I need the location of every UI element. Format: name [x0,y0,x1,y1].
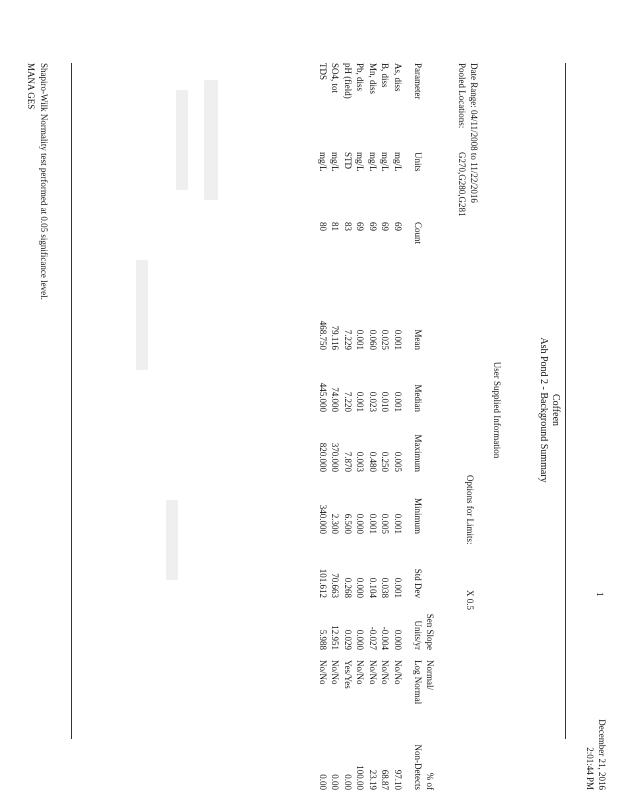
column-header-maximum: Maximum [413,434,423,472]
cell-units: mg/L [368,152,378,172]
cell-median: 445.000 [318,382,328,412]
cell-count: 83 [343,222,353,231]
cell-median: 0.023 [368,391,378,412]
cell-std_dev: 0.001 [393,577,403,598]
cell-median: 74.000 [330,387,341,412]
cell-sen_slope: -0.004 [380,626,391,650]
column-header-minimum: Minimum [413,497,423,534]
cell-mean: 468.750 [318,320,328,350]
cell-sen_slope: 0.000 [393,629,403,650]
cell-maximum: 7.870 [343,451,353,472]
footer-brand: MANA GES [26,63,36,110]
cell-sen_slope: 0.029 [343,629,353,650]
cell-count: 80 [318,222,328,231]
cell-units: mg/L [318,152,328,172]
cell-maximum: 820.000 [318,442,328,472]
cell-mean: 7.229 [343,329,353,350]
options-value: X 0.5 [465,590,475,610]
pooled-locations-label: Pooled Locations: [457,63,467,129]
cell-parameter: SO4, tot [330,63,341,94]
cell-minimum: 6.500 [343,513,353,534]
column-header-std_dev: Std Dev [413,568,423,598]
print-time: 2:01:44 PM [585,747,595,790]
cell-count: 69 [368,222,378,231]
cell-median: 0.001 [393,391,403,412]
column-header-normal: Log Normal [413,660,423,705]
cell-std_dev: 0.000 [355,577,366,598]
cell-mean: 0.001 [355,329,366,350]
column-header-units: Units [413,152,423,172]
cell-mean: 0.025 [380,329,391,350]
footer-note: Shapiro-Wilk Normality test performed at 0.05 significance level. [39,63,49,300]
bleed-through-mark [176,90,188,190]
cell-minimum: 0.005 [380,513,391,534]
cell-std_dev: 0.268 [343,577,353,598]
cell-sen_slope: -0.027 [368,626,378,650]
cell-minimum: 2.300 [330,513,341,534]
date-range: Date Range: 04/11/2008 to 11/22/2016 [469,63,479,203]
cell-maximum: 0.005 [393,451,403,472]
cell-std_dev: 70.663 [330,573,341,598]
title-summary: Ash Pond 2 - Background Summary [538,337,549,483]
column-header-mean: Mean [413,329,423,350]
cell-parameter: Pb, diss [355,63,366,92]
options-label: Options for Limits: [465,475,475,545]
cell-nondetects: 0.00 [318,774,328,790]
cell-std_dev: 0.104 [368,577,378,598]
cell-parameter: TDS [318,63,328,81]
cell-minimum: 340.000 [318,504,328,534]
cell-normal: No/No [330,660,341,685]
cell-maximum: 370.000 [330,442,341,472]
cell-mean: 0.001 [393,329,403,350]
cell-normal: No/No [380,660,391,685]
column-header-median: Median [413,384,423,412]
cell-nondetects: 68.87 [380,769,391,790]
cell-units: mg/L [330,152,341,172]
title-site: Coffeen [550,393,561,427]
cell-parameter: As, diss [393,63,403,92]
cell-nondetects: 23.19 [368,769,378,790]
cell-units: mg/L [380,152,391,172]
cell-sen_slope: 12.951 [330,625,341,650]
bleed-through-mark [166,500,178,580]
cell-std_dev: 101.612 [318,568,328,598]
cell-units: mg/L [393,152,403,172]
cell-count: 69 [393,222,403,231]
cell-normal: No/No [393,660,403,685]
cell-units: STD [343,152,353,170]
cell-maximum: 0.003 [355,451,366,472]
cell-minimum: 0.000 [355,513,366,534]
cell-count: 69 [355,222,366,231]
column-header-nondetects: % of [425,772,435,790]
cell-count: 69 [380,222,391,231]
cell-mean: 0.060 [368,329,378,350]
cell-sen_slope: 0.000 [355,629,366,650]
cell-units: mg/L [355,152,366,172]
column-header-nondetects: Non-Detects [413,744,423,790]
cell-parameter: Mn, diss [368,63,378,95]
cell-count: 81 [330,222,341,231]
cell-median: 0.010 [380,391,391,412]
cell-nondetects: 0.00 [330,774,341,790]
cell-parameter: pH (field) [343,63,353,99]
column-header-sen_slope_1: Sen Slope [425,613,435,650]
cell-nondetects: 97.10 [393,769,403,790]
cell-parameter: B, diss [380,63,391,88]
cell-nondetects: 100.00 [355,765,366,790]
cell-minimum: 0.001 [393,513,403,534]
page-number: 1 [595,592,605,597]
cell-maximum: 0.250 [380,451,391,472]
title-user-info: User Supplied Information [492,361,502,459]
cell-median: 0.001 [355,391,366,412]
cell-sen_slope: 5.988 [318,629,328,650]
cell-normal: No/No [368,660,378,685]
column-header-count: Count [413,222,423,245]
cell-median: 7.220 [343,391,353,412]
bleed-through-mark [136,260,148,370]
top-rule [565,63,566,739]
cell-nondetects: 0.00 [343,774,353,790]
cell-minimum: 0.001 [368,513,378,534]
cell-maximum: 0.480 [368,451,378,472]
cell-std_dev: 0.038 [380,577,391,598]
bleed-through-mark [204,80,218,200]
cell-normal: No/No [318,660,328,685]
cell-normal: Yes/Yes [343,660,353,689]
column-header-parameter: Parameter [413,63,423,100]
cell-normal: No/No [355,660,366,685]
column-header-normal: Normal/ [425,660,435,690]
print-date: December 21, 2016 [597,719,607,790]
bottom-rule [71,63,72,739]
cell-mean: 79.116 [330,325,341,350]
column-header-sen_slope_1: Units/yr [413,620,423,650]
pooled-locations-value: G270,G280,G281 [457,152,467,217]
